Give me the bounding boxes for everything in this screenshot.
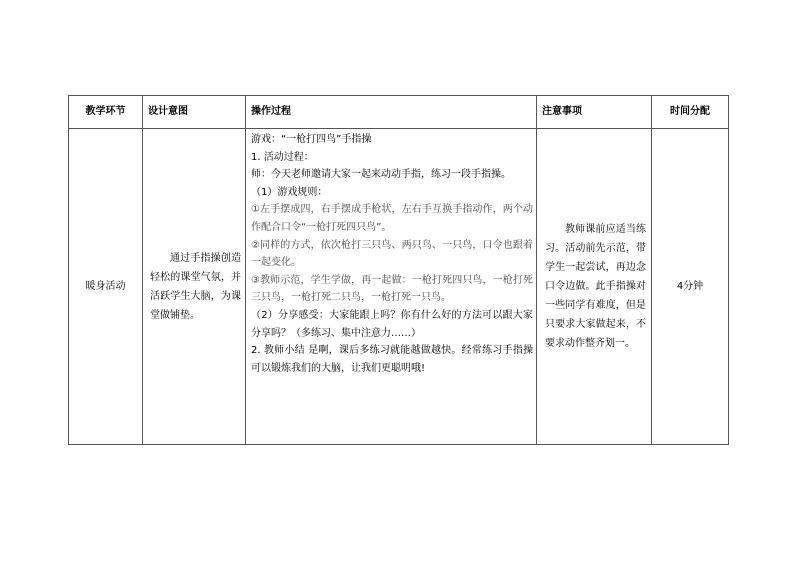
notes-text: 教师课前应适当练习。活动前先示范，带学生一起尝试，再边念口令边做。此手指操对一些同学有难度，但是只要求大家做起来，不要求动作整齐划一。 (545, 224, 646, 349)
stage-cell: 暖身活动 (69, 129, 143, 445)
process-line: 2. 教师小结 是啊，课后多练习就能越做越快。经常练习手指操可以锻炼我们的大脑，让我们更聪明哦! (251, 345, 533, 374)
header-row (69, 96, 729, 129)
header-stage: 教学环节 (69, 96, 143, 129)
process-line: （1）游戏规则： (251, 186, 328, 198)
table-row (69, 129, 729, 445)
process-line: ①左手摆成四，右手摆成手枪状，左右手互换手指动作，两个动作配合口令“一枪打死四只鸟”。 (251, 204, 533, 233)
process-cell (246, 129, 537, 445)
process-line: 1. 活动过程： (251, 151, 314, 163)
process-line: （2）分享感受：大家能跟上吗？你有什么好的方法可以跟大家分享吗？（多练习、集中注意力……） (251, 309, 533, 339)
process-line: ③教师示范，学生学做，再一起做：一枪打死四只鸟，一枪打死三只鸟，一枪打死二只鸟，一枪打死一只鸟。 (251, 274, 533, 304)
notes-cell (537, 129, 652, 445)
header-intent: 设计意图 (143, 96, 246, 129)
process-line: 师：今天老师邀请大家一起来动动手指，练习一段手指操。 (251, 169, 511, 181)
process-line: 游戏：“一枪打四鸟”手指操 (251, 134, 372, 145)
intent-cell (143, 129, 246, 445)
time-cell: 4分钟 (652, 129, 729, 445)
header-time: 时间分配 (652, 96, 729, 129)
process-line: ②同样的方式，依次枪打三只鸟、两只鸟、一只鸟，口令也跟着一起变化。 (251, 239, 533, 269)
lesson-plan-table (68, 95, 729, 445)
header-notes: 注意事项 (537, 96, 652, 129)
header-process: 操作过程 (246, 96, 537, 129)
intent-text: 通过手指操创造轻松的课堂气氛，并活跃学生大脑，为课堂做铺垫。 (150, 252, 241, 321)
